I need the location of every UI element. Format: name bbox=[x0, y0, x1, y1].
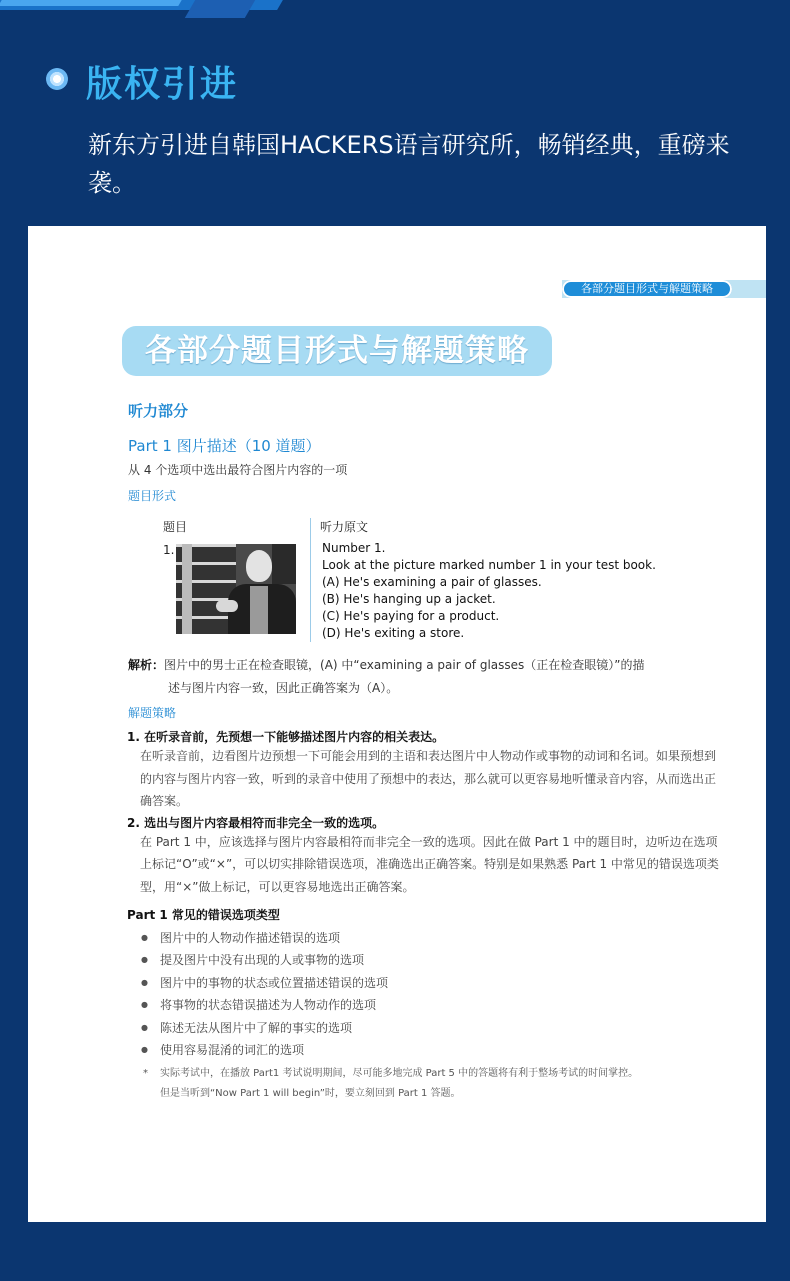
footnote-line: 但是当听到“Now Part 1 will begin”时，要立刻回到 Part 1 答题。 bbox=[160, 1088, 461, 1099]
footnote-star: * bbox=[143, 1068, 148, 1079]
footnote-line: 实际考试中，在播放 Part1 考试说明期间，尽可能多地完成 Part 5 中的答题将有利于整场考试的时间掌控。 bbox=[160, 1068, 639, 1079]
strategy-item bbox=[127, 728, 721, 813]
listening-heading: 听力部分 bbox=[128, 402, 189, 420]
top-decoration bbox=[0, 0, 790, 20]
question-number: 1. bbox=[163, 543, 175, 557]
part1-heading: Part 1 图片描述（10 道题） bbox=[128, 437, 321, 455]
book-page-preview bbox=[28, 226, 766, 1222]
transcript-line: Look at the picture marked number 1 in your test book. bbox=[322, 558, 656, 572]
transcript-text bbox=[322, 540, 656, 642]
strategy-body: 在听录音前，边看图片边预想一下可能会用到的主语和表达图片中人物动作或事物的动词和名词。如果预想到的内容与图片内容一致，听到的录音中使用了预想中的表达，那么就可以更容易地听懂录音内容，从而选出正确答案。 bbox=[140, 749, 717, 808]
footnote bbox=[143, 1064, 743, 1104]
section-title: 版权引进 bbox=[86, 64, 239, 105]
transcript-line: (B) He's hanging up a jacket. bbox=[322, 592, 496, 606]
transcript-line: Number 1. bbox=[322, 541, 386, 555]
strategy-body: 在 Part 1 中，应该选择与图片内容最相符而非完全一致的选项。因此在做 Part 1 中的题目时，边听边在选项上标记“O”或“×”，可以切实排除错误选项，准确选出正确答案。特别是如果熟悉 Part 1 中常见的错误选项类型，用“×”做上标记，可以更容易地选出正确答案。 bbox=[140, 834, 719, 894]
list-item: ● 图片中的事物的状态或位置描述错误的选项 bbox=[141, 972, 388, 994]
running-header-label: 各部分题目形式与解题策略 bbox=[562, 280, 732, 298]
section-intro: 新东方引进自韩国HACKERS语言研究所，畅销经典，重磅来袭。 bbox=[88, 131, 730, 197]
chapter-title: 各部分题目形式与解题策略 bbox=[122, 326, 552, 376]
running-header bbox=[562, 280, 766, 298]
bullet-dot-icon bbox=[46, 68, 68, 90]
strategy-title: 1. 在听录音前，先预想一下能够描述图片内容的相关表达。 bbox=[127, 730, 445, 744]
question-column-label: 题目 bbox=[163, 520, 188, 534]
question-photo bbox=[176, 544, 296, 634]
list-item: ● 陈述无法从图片中了解的事实的选项 bbox=[141, 1017, 388, 1039]
transcript-line: (C) He's paying for a product. bbox=[322, 609, 500, 623]
format-heading: 题目形式 bbox=[128, 489, 177, 503]
list-item: ● 提及图片中没有出现的人或事物的选项 bbox=[141, 949, 388, 971]
analysis bbox=[128, 654, 718, 700]
strategy-item bbox=[127, 814, 721, 899]
error-types bbox=[127, 906, 388, 1061]
transcript-column-label: 听力原文 bbox=[320, 520, 369, 534]
strategy-list bbox=[127, 728, 721, 899]
strategy-title: 2. 选出与图片内容最相符而非完全一致的选项。 bbox=[127, 815, 385, 830]
error-types-heading: Part 1 常见的错误选项类型 bbox=[127, 908, 280, 922]
list-item: ● 将事物的状态错误描述为人物动作的选项 bbox=[141, 994, 388, 1016]
transcript-line: (A) He's examining a pair of glasses. bbox=[322, 575, 542, 589]
part1-description: 从 4 个选项中选出最符合图片内容的一项 bbox=[128, 463, 348, 477]
analysis-text-1: 图片中的男士正在检查眼镜，(A) 中“examining a pair of glasses（正在检查眼镜）”的描 bbox=[164, 658, 645, 672]
list-item: ● 使用容易混淆的词汇的选项 bbox=[141, 1039, 388, 1061]
list-item: ● 图片中的人物动作描述错误的选项 bbox=[141, 927, 388, 949]
column-divider bbox=[310, 518, 311, 642]
strategy-heading: 解题策略 bbox=[128, 706, 177, 720]
analysis-text-2: 述与图片内容一致，因此正确答案为（A）。 bbox=[168, 681, 399, 695]
transcript-line: (D) He's exiting a store. bbox=[322, 626, 465, 640]
analysis-label: 解析： bbox=[128, 658, 165, 672]
